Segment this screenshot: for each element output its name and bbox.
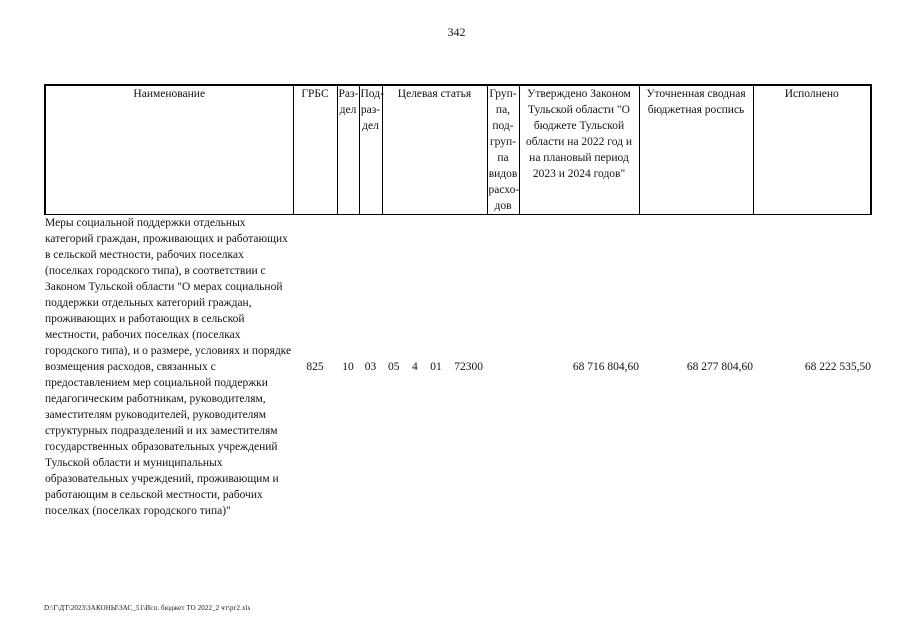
header-podrazdel: Под-раз-дел <box>359 85 382 215</box>
header-name: Наименование <box>45 85 293 215</box>
page-number: 342 <box>447 25 466 39</box>
row-group <box>487 215 519 520</box>
header-executed: Исполнено <box>753 85 871 215</box>
table-row <box>45 215 871 520</box>
target-direction: 72300 <box>454 361 483 373</box>
row-target <box>382 215 487 520</box>
row-name: Меры социальной поддержки отдельных категорий граждан, проживающих и работающих в сельской местности, рабочих поселках (поселках городского типа), в соответствии с Законом Тульской области "О мерах социальной поддержки отдельных категорий граждан, проживающих и работающих в сельской местности, рабочих поселках (поселках городского типа), и о размере, условиях и порядке возмещения расходов, связанных с предоставлением мер социальной поддержки педагогическим работникам, руководителям, заместителям руководителей, руководителям структурных подразделений и их заместителям государственных образовательных учреждений Тульской области и муниципальных образовательных учреждений, проживающим и работающим в сельской местности, рабочих поселках (поселках городского типа)" <box>45 217 292 517</box>
header-target: Целевая статья <box>382 85 487 215</box>
target-program: 05 <box>388 361 400 373</box>
header-group: Груп-па, под-груп-па видов расхо-дов <box>487 85 519 215</box>
header-razdel: Раз-дел <box>337 85 359 215</box>
header-refined: Уточненная сводная бюджетная роспись <box>639 85 753 215</box>
target-subprogram: 4 <box>412 361 418 373</box>
row-grbs: 825 <box>306 361 324 373</box>
target-event: 01 <box>430 361 442 373</box>
row-executed: 68 222 535,50 <box>804 361 871 373</box>
header-row <box>45 85 871 215</box>
row-approved: 68 716 804,60 <box>572 361 639 373</box>
row-razdel: 10 <box>342 361 354 373</box>
header-grbs: ГРБС <box>293 85 337 215</box>
header-approved: Утверждено Законом Тульской области "О бюджете Тульской области на 2022 год и на плановый период 2023 и 2024 годов" <box>519 85 639 215</box>
row-podrazdel: 03 <box>364 361 377 373</box>
budget-table <box>44 84 872 519</box>
row-refined: 68 277 804,60 <box>686 361 753 373</box>
file-path-footer: D:\Г\ДТ\2023\ЗАКОНЫ\ЗАС_51\Исп. бюджет ТО 2022_2 чт\рг2.xls <box>44 604 251 612</box>
